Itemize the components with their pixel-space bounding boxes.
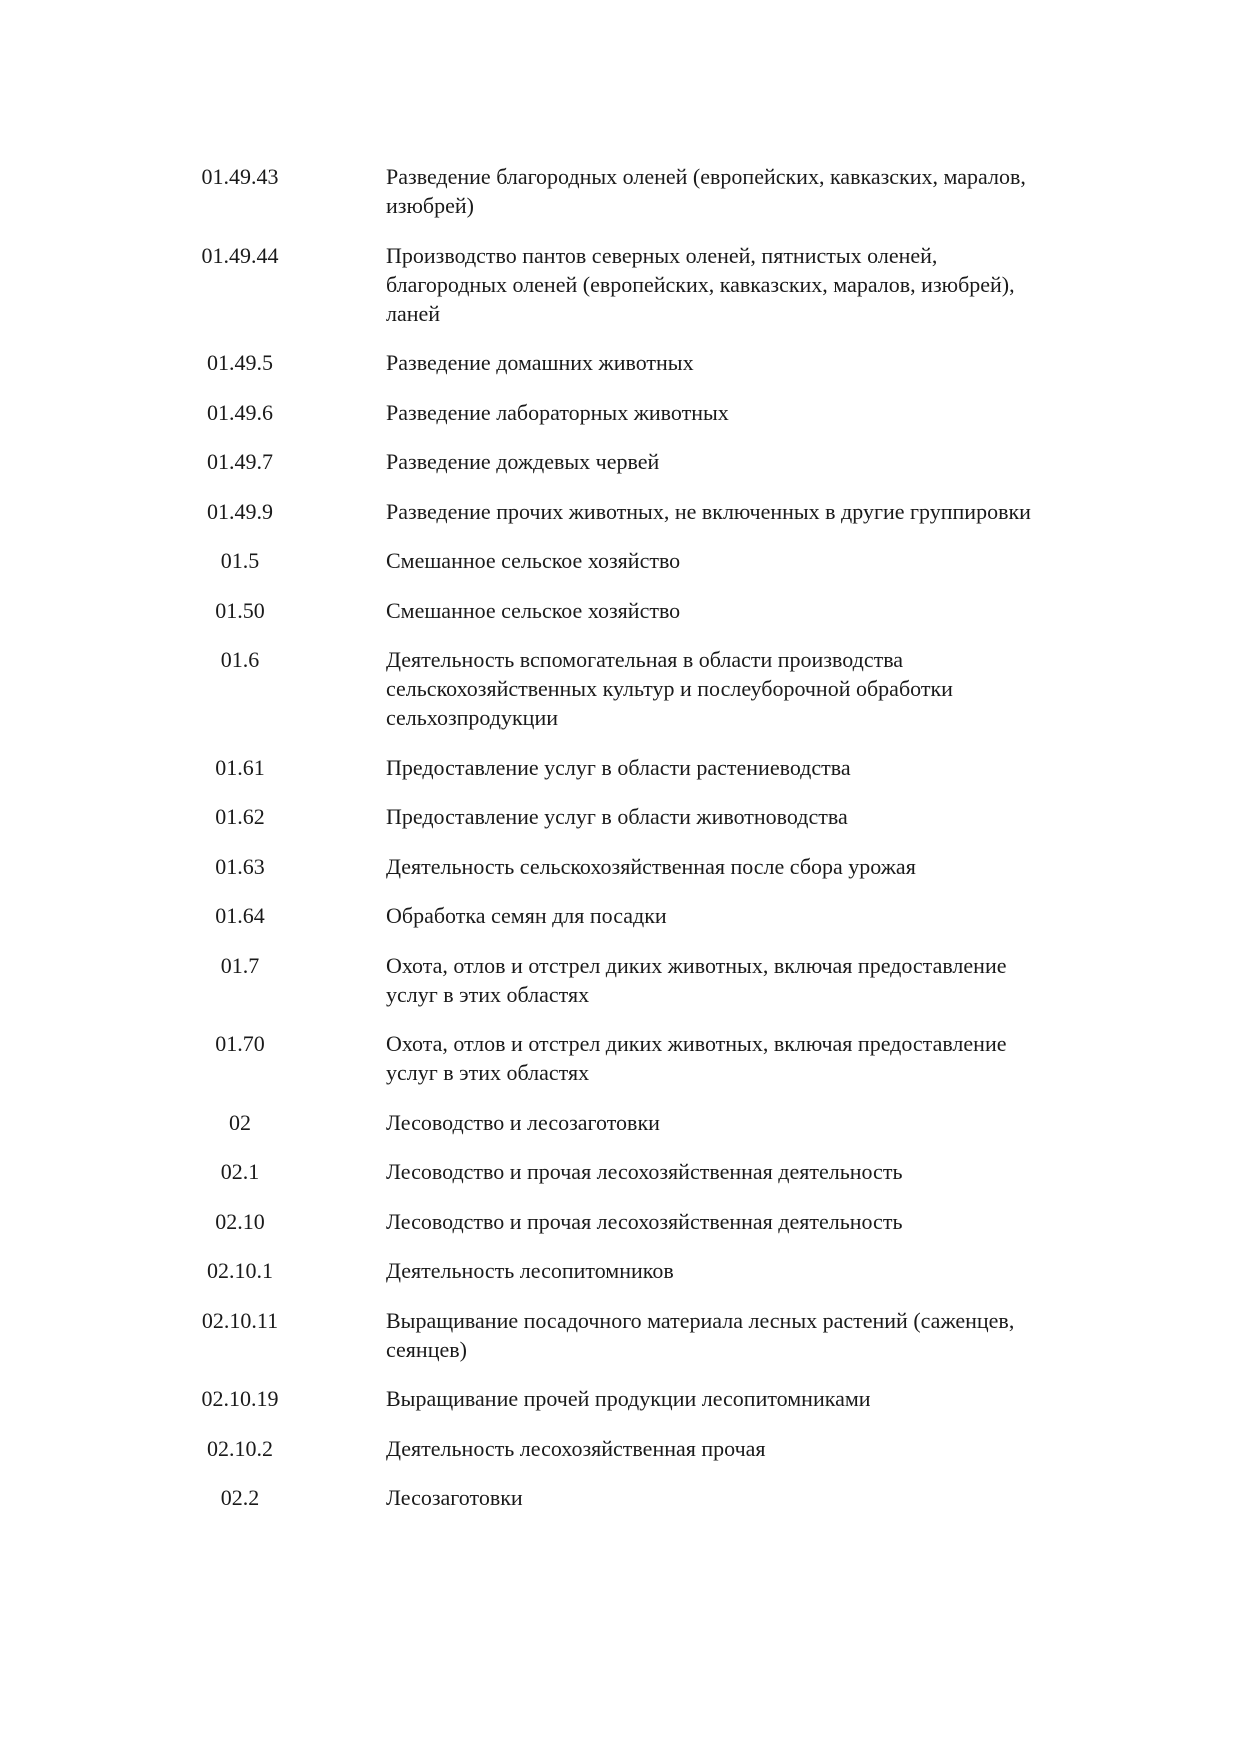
list-item: [170, 1029, 1060, 1087]
entry-code: 02.10.19: [201, 1386, 279, 1411]
entry-description: Разведение домашних животных: [386, 350, 694, 375]
list-item: [170, 802, 1060, 831]
list-item: [170, 645, 1060, 732]
entry-description: Разведение благородных оленей (европейских, кавказских, маралов, изюбрей): [386, 164, 1026, 218]
entry-description: Выращивание прочей продукции лесопитомниками: [386, 1386, 871, 1411]
entry-description: Лесоводство и прочая лесохозяйственная деятельность: [386, 1159, 903, 1184]
list-item: [170, 546, 1060, 575]
entry-description: Смешанное сельское хозяйство: [386, 597, 681, 623]
list-item: [170, 1207, 1060, 1236]
entry-code: 01.70: [215, 1031, 265, 1056]
list-item: [170, 1384, 1060, 1413]
entry-description: Производство пантов северных оленей, пятнистых оленей, благородных оленей (европейских, кавказских, маралов, изюбрей), ланей: [386, 242, 1015, 326]
entry-description: Предоставление услуг в области растениеводства: [386, 754, 851, 780]
entry-code: 02.1: [220, 1159, 260, 1184]
entry-code: 02: [229, 1109, 251, 1135]
list-item: [170, 241, 1060, 328]
entry-code: 01.7: [220, 952, 260, 978]
entry-description: Деятельность лесопитомников: [386, 1258, 674, 1283]
list-item: [170, 852, 1060, 881]
entry-code: 01.6: [220, 647, 260, 672]
entry-description: Предоставление услуг в области животноводства: [386, 804, 848, 829]
list-item: [170, 162, 1060, 220]
entry-code: 01.63: [215, 853, 265, 879]
classifier-list: [170, 162, 1060, 1533]
entry-code: 01.50: [215, 597, 265, 623]
list-item: [170, 1483, 1060, 1512]
list-item: [170, 1157, 1060, 1186]
entry-code: 01.5: [220, 548, 260, 573]
list-item: [170, 348, 1060, 377]
entry-description: Охота, отлов и отстрел диких животных, включая предоставление услуг в этих областях: [386, 1031, 1007, 1085]
entry-description: Обработка семян для посадки: [386, 903, 667, 928]
list-item: [170, 1256, 1060, 1285]
entry-description: Выращивание посадочного материала лесных растений (саженцев, сеянцев): [386, 1307, 1015, 1362]
list-item: [170, 497, 1060, 526]
entry-code: 02.2: [220, 1485, 260, 1510]
entry-code: 02.10.2: [207, 1435, 273, 1461]
list-item: [170, 398, 1060, 427]
list-item: [170, 447, 1060, 476]
entry-code: 01.64: [215, 903, 265, 928]
entry-code: 01.49.7: [207, 449, 273, 474]
entry-description: Деятельность сельскохозяйственная после сбора урожая: [386, 853, 916, 879]
list-item: [170, 951, 1060, 1009]
entry-code: 01.49.43: [201, 164, 279, 189]
entry-description: Деятельность вспомогательная в области производства сельскохозяйственных культур и послеуборочной обработки сельхозпродукции: [386, 647, 953, 730]
entry-description: Деятельность лесохозяйственная прочая: [386, 1435, 766, 1461]
list-item: [170, 1306, 1060, 1364]
entry-code: 01.49.9: [207, 498, 273, 524]
entry-description: Разведение лабораторных животных: [386, 399, 729, 425]
entry-description: Разведение прочих животных, не включенных в другие группировки: [386, 498, 1031, 524]
entry-description: Разведение дождевых червей: [386, 449, 660, 474]
entry-code: 02.10.11: [201, 1307, 279, 1333]
entry-description: Охота, отлов и отстрел диких животных, включая предоставление услуг в этих областях: [386, 952, 1007, 1007]
list-item: [170, 596, 1060, 625]
entry-code: 01.49.6: [207, 399, 273, 425]
entry-code: 01.61: [215, 754, 265, 780]
entry-code: 01.62: [215, 804, 265, 829]
entry-description: Лесоводство и лесозаготовки: [386, 1109, 660, 1135]
list-item: [170, 1108, 1060, 1137]
entry-code: 01.49.44: [201, 242, 279, 268]
list-item: [170, 901, 1060, 930]
entry-code: 01.49.5: [207, 350, 273, 375]
entry-description: Лесозаготовки: [386, 1485, 523, 1510]
entry-description: Смешанное сельское хозяйство: [386, 548, 681, 573]
entry-code: 02.10.1: [207, 1258, 273, 1283]
list-item: [170, 1434, 1060, 1463]
entry-code: 02.10: [215, 1208, 265, 1234]
entry-description: Лесоводство и прочая лесохозяйственная деятельность: [386, 1208, 903, 1234]
list-item: [170, 753, 1060, 782]
